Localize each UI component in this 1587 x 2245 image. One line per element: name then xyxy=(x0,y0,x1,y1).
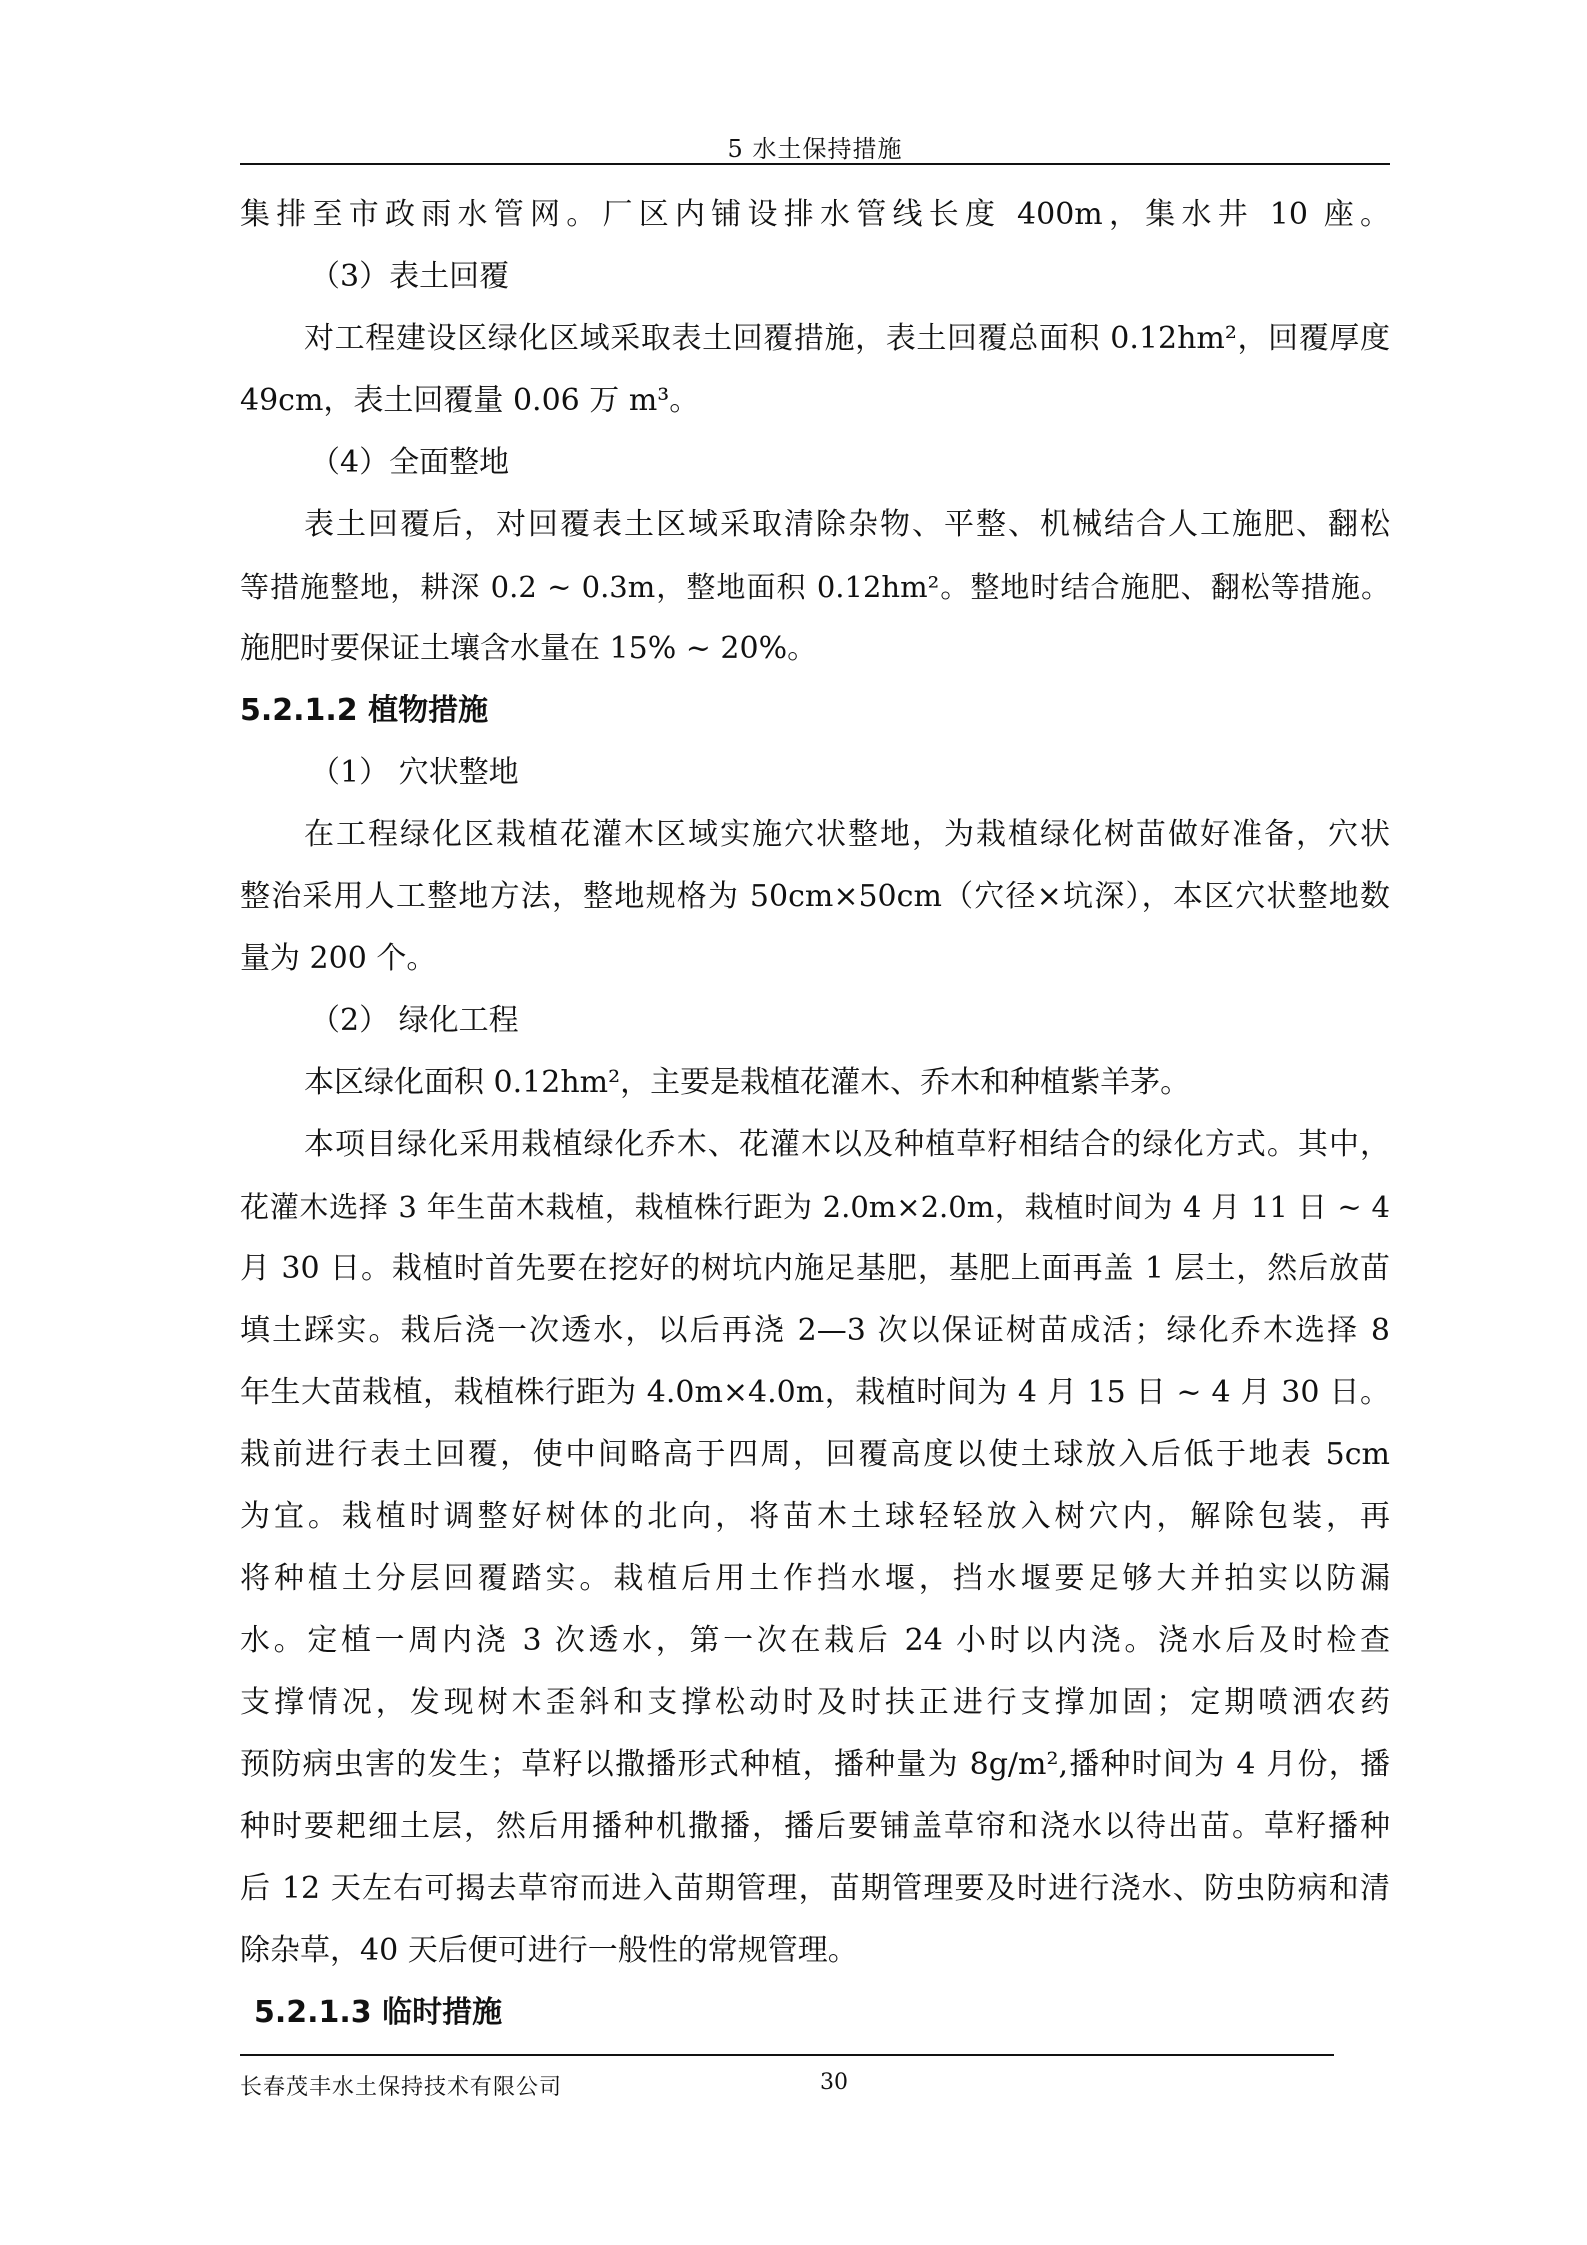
paragraph-line: 量为 200 个。 xyxy=(240,941,437,976)
subsection-title: （2） 绿化工程 xyxy=(310,1003,519,1038)
paragraph-line: 栽前进行表土回覆，使中间略高于四周，回覆高度以使土球放入后低于地表 5cm xyxy=(240,1437,1390,1472)
paragraph-line: 为宜。栽植时调整好树体的北向，将苗木土球轻轻放入树穴内，解除包装，再 xyxy=(240,1499,1390,1534)
paragraph-line: 将种植土分层回覆踏实。栽植后用土作挡水堰，挡水堰要足够大并拍实以防漏 xyxy=(240,1561,1390,1596)
paragraph-line: 月 30 日。栽植时首先要在挖好的树坑内施足基肥，基肥上面再盖 1 层土，然后放苗 xyxy=(240,1251,1390,1286)
header-divider xyxy=(240,163,1390,165)
paragraph-line: 填土踩实。栽后浇一次透水，以后再浇 2—3 次以保证树苗成活；绿化乔木选择 8 xyxy=(240,1313,1390,1348)
paragraph-line: 表土回覆后，对回覆表土区域采取清除杂物、平整、机械结合人工施肥、翻松 xyxy=(304,507,1390,542)
section-heading: 5.2.1.2 植物措施 xyxy=(240,693,489,728)
paragraph-line: 施肥时要保证土壤含水量在 15% ~ 20%。 xyxy=(240,631,818,666)
paragraph-line: 本项目绿化采用栽植绿化乔木、花灌木以及种植草籽相结合的绿化方式。其中， xyxy=(304,1127,1390,1162)
body-text xyxy=(240,184,1390,2044)
paragraph-line: 49cm，表土回覆量 0.06 万 m³。 xyxy=(240,383,700,418)
paragraph-line: 在工程绿化区栽植花灌木区域实施穴状整地，为栽植绿化树苗做好准备，穴状 xyxy=(304,817,1390,852)
subsection-title: （4）全面整地 xyxy=(310,445,510,480)
paragraph-line: 支撑情况，发现树木歪斜和支撑松动时及时扶正进行支撑加固；定期喷洒农药 xyxy=(240,1685,1390,1720)
subsection-title: （1） 穴状整地 xyxy=(310,755,519,790)
paragraph-line: 种时要耙细土层，然后用播种机撒播，播后要铺盖草帘和浇水以待出苗。草籽播种 xyxy=(240,1809,1390,1844)
section-heading: 5.2.1.3 临时措施 xyxy=(254,1995,503,2030)
paragraph-line: 对工程建设区绿化区域采取表土回覆措施，表土回覆总面积 0.12hm²，回覆厚度 xyxy=(304,321,1390,356)
paragraph-line: 等措施整地，耕深 0.2 ~ 0.3m，整地面积 0.12hm²。整地时结合施肥、翻松等措施。 xyxy=(240,570,1390,604)
paragraph-line: 花灌木选择 3 年生苗木栽植，栽植株行距为 2.0m×2.0m，栽植时间为 4 月 11 日 ~ 4 xyxy=(240,1190,1390,1224)
paragraph-line: 除杂草，40 天后便可进行一般性的常规管理。 xyxy=(240,1933,858,1968)
paragraph-line: 整治采用人工整地方法，整地规格为 50cm×50cm（穴径×坑深），本区穴状整地数 xyxy=(240,879,1390,914)
paragraph-line: 年生大苗栽植，栽植株行距为 4.0m×4.0m，栽植时间为 4 月 15 日 ~ 4 月 30 日。 xyxy=(240,1375,1390,1410)
chapter-header: 5 水土保持措施 xyxy=(727,135,903,163)
paragraph-line: 集排至市政雨水管网。厂区内铺设排水管线长度 400m，集水井 10 座。 xyxy=(240,197,1390,232)
subsection-title: （3）表土回覆 xyxy=(310,259,510,294)
paragraph-line: 后 12 天左右可揭去草帘而进入苗期管理，苗期管理要及时进行浇水、防虫防病和清 xyxy=(240,1871,1390,1906)
page-number: 30 xyxy=(820,2070,848,2095)
footer-divider xyxy=(240,2054,1334,2056)
footer-company: 长春茂丰水土保持技术有限公司 xyxy=(240,2075,563,2100)
paragraph-line: 预防病虫害的发生；草籽以撒播形式种植，播种量为 8g/m²,播种时间为 4 月份，播 xyxy=(240,1747,1390,1782)
paragraph-line: 水。定植一周内浇 3 次透水，第一次在栽后 24 小时以内浇。浇水后及时检查 xyxy=(240,1623,1390,1658)
paragraph-line: 本区绿化面积 0.12hm²，主要是栽植花灌木、乔木和种植紫羊茅。 xyxy=(304,1065,1191,1100)
